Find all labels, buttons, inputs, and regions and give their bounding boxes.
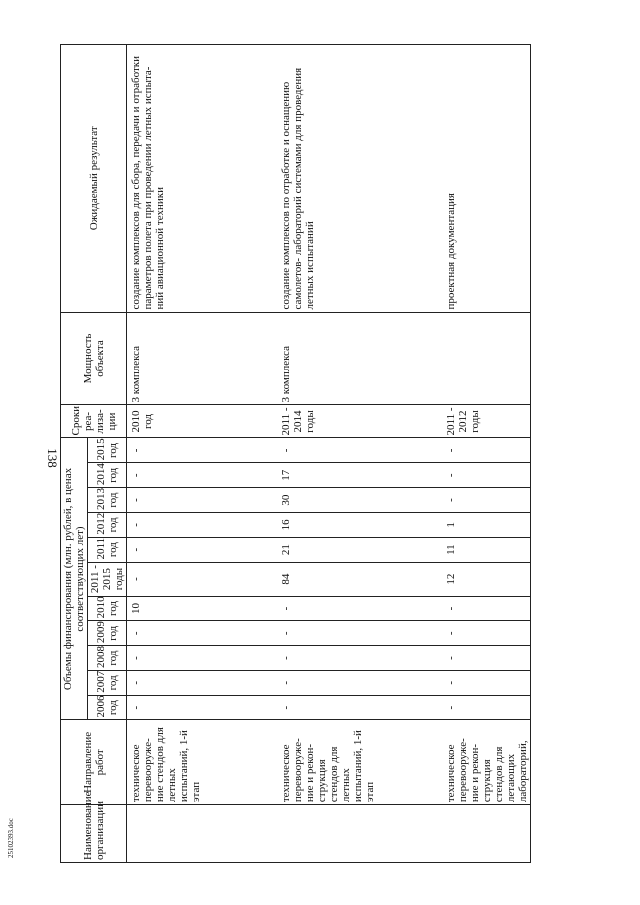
cell-value: - [129,695,279,720]
cell-value: - [279,596,444,621]
cell-value: 12 [444,562,531,596]
financing-table [60,44,531,863]
header-terms: Сроки реа- лиза- ции [61,405,127,438]
cell-capacity [444,312,531,405]
cell-terms: 2011 - 2014 годы [279,405,444,438]
header-year: 2012 год [88,512,127,537]
header-year: 2007 год [88,670,127,695]
cell-capacity: 3 комплекса [129,312,279,405]
cell-value: - [444,596,531,621]
table-row [129,45,279,863]
cell-value: 11 [444,537,531,562]
header-year: 2008 год [88,646,127,671]
header-year: 2011 год [88,537,127,562]
cell-value: - [279,670,444,695]
cell-direction: техническое перевооруже- ние стендов для летных испытаний, 1-й этап [129,720,279,805]
cell-value: - [129,438,279,463]
header-year: 2011 - 2015 годы [88,562,127,596]
rotated-table-container [60,44,580,863]
header-row-1 [61,45,88,863]
cell-value: - [444,621,531,646]
cell-value: - [129,562,279,596]
cell-value: - [444,488,531,513]
cell-value: - [279,646,444,671]
cell-value: - [129,537,279,562]
cell-organization [279,805,444,863]
cell-value: 17 [279,463,444,488]
cell-value: 16 [279,512,444,537]
header-result: Ожидаемый результат [61,45,127,313]
header-financing: Объемы финансирования (млн. рублей, в ценах соответствующих лет) [61,438,88,720]
cell-value: 10 [129,596,279,621]
header-organization: Наименование организации [61,805,127,863]
cell-result: создание комплексов для сбора, передачи и отработки параметров полета при проведении летных испыта- ний авиационной техники [129,45,279,313]
cell-value: - [444,646,531,671]
cell-value: - [129,488,279,513]
cell-value: - [279,695,444,720]
header-capacity: Мощность объекта [61,312,127,405]
cell-value: - [279,438,444,463]
header-direction: Направление работ [61,720,127,805]
cell-value: - [444,670,531,695]
cell-terms: 2011 - 2012 годы [444,405,531,438]
cell-terms: 2010 год [129,405,279,438]
cell-value: - [129,670,279,695]
cell-value: - [129,463,279,488]
cell-value: - [444,463,531,488]
cell-organization [444,805,531,863]
document-code: 25102393.doc [7,818,15,858]
cell-value: - [444,438,531,463]
header-year: 2014 год [88,463,127,488]
cell-direction: техническое перевооруже- ние и рекон- струкция стендов для летных испытаний, 1-й этап [279,720,444,805]
cell-value: 84 [279,562,444,596]
header-year: 2009 год [88,621,127,646]
header-year: 2013 год [88,488,127,513]
cell-value: - [129,512,279,537]
cell-value: - [444,695,531,720]
cell-value: 21 [279,537,444,562]
cell-direction: техническое перевооруже- ние и рекон- струкция стендов для летающих лабораторий, [444,720,531,805]
cell-value: - [129,621,279,646]
cell-value: 30 [279,488,444,513]
page-number: 138 [45,448,60,468]
cell-organization [129,805,279,863]
table-row [444,45,531,863]
cell-capacity: 3 комплекса [279,312,444,405]
header-year: 2010 год [88,596,127,621]
header-year: 2015 год [88,438,127,463]
cell-result: создание комплексов по отработке и оснащению самолетов- лабораторий системами для проведения летных испытаний [279,45,444,313]
table-row [279,45,444,863]
header-year: 2006 год [88,695,127,720]
cell-value: - [279,621,444,646]
cell-value: 1 [444,512,531,537]
cell-value: - [129,646,279,671]
cell-result: проектная документация [444,45,531,313]
table-viewport [60,44,580,863]
